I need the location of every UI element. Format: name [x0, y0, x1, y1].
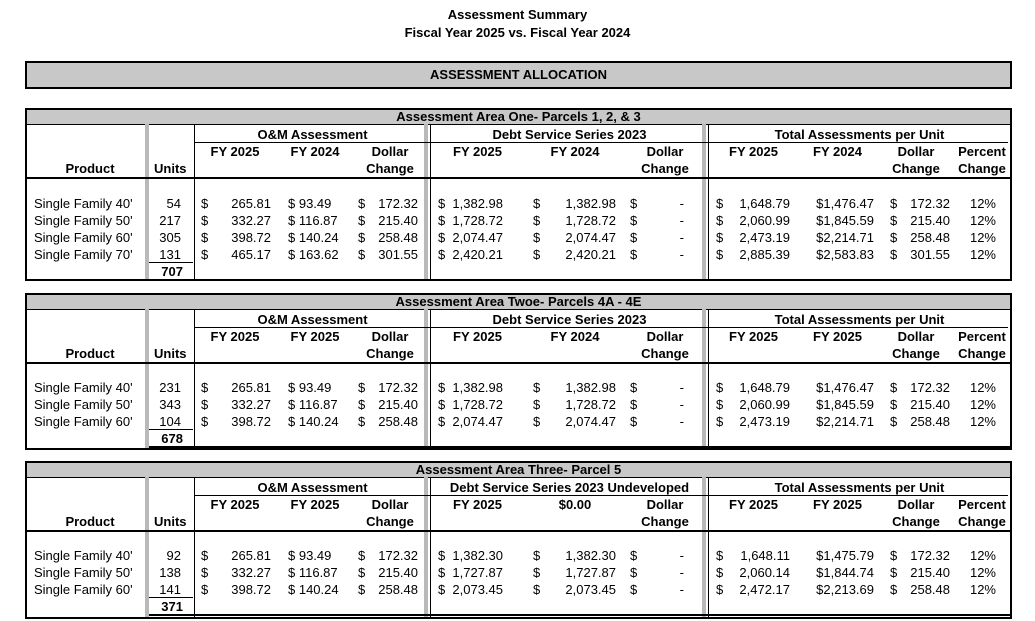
row-om-fy2024: $ 93.49: [288, 548, 332, 563]
header-tot-fy2: FY 2025: [813, 329, 862, 344]
row-total-change: 172.32: [910, 380, 950, 395]
dollar-sign: $: [890, 565, 898, 580]
header-om-change: Change: [366, 346, 414, 361]
row-ds-change: -: [679, 565, 684, 580]
header-percent: Percent: [958, 144, 1006, 159]
page-title: Assessment Summary: [447, 7, 588, 22]
header-rule: [27, 530, 1010, 532]
header-rule: [27, 362, 1010, 364]
row-percent-change: 12%: [969, 380, 996, 395]
row-total-fy2025: 2,060.99: [739, 213, 790, 228]
row-ds-fy2025: 1,382.30: [452, 548, 503, 563]
row-total-fy2024: $2,213.69: [816, 582, 874, 597]
row-total-fy2024: $2,214.71: [816, 230, 874, 245]
row-total-change: 258.48: [910, 582, 950, 597]
dollar-sign: $: [890, 213, 898, 228]
dollar-sign: $: [201, 247, 209, 262]
row-om-fy2025: 265.81: [231, 380, 271, 395]
row-percent-change: 12%: [969, 397, 996, 412]
header-tot-dollar: Dollar: [897, 144, 935, 159]
row-ds-change: -: [679, 247, 684, 262]
header-tot-fy2: FY 2025: [813, 497, 862, 512]
row-om-change: 172.32: [378, 548, 418, 563]
row-percent-change: 12%: [969, 247, 996, 262]
dollar-sign: $: [716, 582, 724, 597]
dollar-sign: $: [201, 380, 209, 395]
row-total-fy2025: 1,648.79: [739, 380, 790, 395]
units-total: 707: [161, 264, 183, 279]
dollar-sign: $: [201, 548, 209, 563]
row-ds-change: -: [679, 380, 684, 395]
dollar-sign: $: [533, 565, 541, 580]
row-ds-fy2025: 1,728.72: [452, 397, 503, 412]
dollar-sign: $: [890, 548, 898, 563]
dollar-sign: $: [438, 582, 446, 597]
header-om-fy1: FY 2025: [210, 144, 260, 159]
row-om-fy2024: $ 93.49: [288, 196, 332, 211]
row-om-fy2025: 465.17: [231, 247, 271, 262]
row-product: Single Family 40': [34, 548, 133, 563]
row-units: 138: [159, 565, 181, 580]
dollar-sign: $: [890, 196, 898, 211]
row-ds-fy2024: 1,382.98: [565, 380, 616, 395]
row-om-fy2025: 332.27: [231, 213, 271, 228]
row-total-fy2025: 1,648.79: [739, 196, 790, 211]
dollar-sign: $: [533, 397, 541, 412]
row-total-fy2025: 2,885.39: [739, 247, 790, 262]
row-total-fy2024: $1,844.74: [816, 565, 874, 580]
dollar-sign: $: [438, 213, 446, 228]
row-total-fy2024: $2,583.83: [816, 247, 874, 262]
dollar-sign: $: [358, 196, 366, 211]
group-underline: [195, 327, 1008, 328]
dollar-sign: $: [630, 548, 638, 563]
row-om-change: 301.55: [378, 247, 418, 262]
dollar-sign: $: [358, 213, 366, 228]
row-percent-change: 12%: [969, 230, 996, 245]
area-total-rule: [149, 614, 1010, 616]
row-om-change: 172.32: [378, 380, 418, 395]
units-total-rule: [149, 429, 193, 430]
dollar-sign: $: [716, 196, 724, 211]
header-ds-change: Change: [641, 346, 689, 361]
header-om-change: Change: [366, 161, 414, 176]
row-units: 54: [166, 196, 181, 211]
header-product: Product: [65, 161, 115, 176]
dollar-sign: $: [533, 548, 541, 563]
dollar-sign: $: [533, 196, 541, 211]
dollar-sign: $: [716, 380, 724, 395]
row-total-change: 258.48: [910, 230, 950, 245]
header-ds-fy1: FY 2025: [453, 497, 502, 512]
row-ds-fy2025: 1,382.98: [452, 196, 503, 211]
header-om-dollar: Dollar: [371, 144, 409, 159]
header-percent: Percent: [958, 329, 1006, 344]
area-title: Assessment Area One- Parcels 1, 2, & 3: [27, 110, 1010, 125]
row-product: Single Family 60': [34, 414, 133, 429]
debt-group-header: Debt Service Series 2023: [492, 312, 647, 327]
row-total-change: 301.55: [910, 247, 950, 262]
debt-group-header: Debt Service Series 2023: [492, 127, 647, 142]
header-ds-dollar: Dollar: [646, 144, 684, 159]
header-percent-change: Change: [958, 161, 1006, 176]
row-total-fy2025: 2,472.17: [739, 582, 790, 597]
dollar-sign: $: [438, 397, 446, 412]
dollar-sign: $: [630, 230, 638, 245]
row-om-fy2025: 398.72: [231, 582, 271, 597]
row-ds-fy2024: 1,728.72: [565, 213, 616, 228]
row-ds-fy2024: 2,074.47: [565, 414, 616, 429]
dollar-sign: $: [890, 582, 898, 597]
page-subtitle: Fiscal Year 2025 vs. Fiscal Year 2024: [404, 25, 631, 40]
row-om-fy2025: 332.27: [231, 397, 271, 412]
dollar-sign: $: [438, 548, 446, 563]
header-om-fy2: FY 2025: [290, 497, 340, 512]
area-title: Assessment Area Three- Parcel 5: [27, 463, 1010, 478]
row-om-change: 215.40: [378, 565, 418, 580]
row-total-fy2024: $1,475.79: [816, 548, 874, 563]
dollar-sign: $: [201, 230, 209, 245]
row-ds-fy2025: 1,728.72: [452, 213, 503, 228]
dollar-sign: $: [358, 548, 366, 563]
units-total-rule: [149, 262, 193, 263]
header-tot-fy1: FY 2025: [729, 497, 778, 512]
dollar-sign: $: [438, 565, 446, 580]
dollar-sign: $: [201, 414, 209, 429]
row-om-change: 258.48: [378, 414, 418, 429]
area-total-rule: [149, 446, 1010, 448]
header-units: Units: [154, 161, 187, 176]
row-total-fy2024: $1,476.47: [816, 196, 874, 211]
dollar-sign: $: [533, 213, 541, 228]
header-units: Units: [154, 514, 187, 529]
row-total-fy2024: $1,845.59: [816, 397, 874, 412]
header-percent-change: Change: [958, 514, 1006, 529]
row-product: Single Family 70': [34, 247, 133, 262]
header-om-fy1: FY 2025: [210, 329, 260, 344]
header-ds-change: Change: [641, 514, 689, 529]
header-tot-fy1: FY 2025: [729, 329, 778, 344]
dollar-sign: $: [201, 213, 209, 228]
row-total-fy2025: 2,473.19: [739, 230, 790, 245]
row-units: 231: [159, 380, 181, 395]
row-percent-change: 12%: [969, 196, 996, 211]
row-total-fy2024: $2,214.71: [816, 414, 874, 429]
header-om-dollar: Dollar: [371, 497, 409, 512]
row-ds-fy2024: 2,073.45: [565, 582, 616, 597]
row-ds-fy2024: 1,727.87: [565, 565, 616, 580]
row-percent-change: 12%: [969, 582, 996, 597]
header-tot-change: Change: [892, 514, 940, 529]
dollar-sign: $: [716, 230, 724, 245]
row-ds-fy2024: 1,382.30: [565, 548, 616, 563]
row-ds-fy2025: 2,074.47: [452, 414, 503, 429]
dollar-sign: $: [890, 247, 898, 262]
dollar-sign: $: [716, 565, 724, 580]
row-om-fy2024: $ 140.24: [288, 414, 339, 429]
row-product: Single Family 40': [34, 196, 133, 211]
dollar-sign: $: [630, 565, 638, 580]
row-ds-change: -: [679, 548, 684, 563]
dollar-sign: $: [201, 582, 209, 597]
dollar-sign: $: [716, 548, 724, 563]
dollar-sign: $: [630, 397, 638, 412]
units-total-rule: [149, 597, 193, 598]
row-total-change: 172.32: [910, 548, 950, 563]
row-om-change: 172.32: [378, 196, 418, 211]
dollar-sign: $: [716, 414, 724, 429]
row-om-fy2024: $ 116.87: [288, 397, 338, 412]
header-tot-dollar: Dollar: [897, 497, 935, 512]
dollar-sign: $: [201, 565, 209, 580]
dollar-sign: $: [358, 230, 366, 245]
header-rule: [27, 177, 1010, 179]
row-om-fy2024: $ 140.24: [288, 230, 339, 245]
dollar-sign: $: [438, 414, 446, 429]
row-om-fy2024: $ 93.49: [288, 380, 332, 395]
header-ds-change: Change: [641, 161, 689, 176]
dollar-sign: $: [533, 582, 541, 597]
row-product: Single Family 60': [34, 582, 133, 597]
header-om-dollar: Dollar: [371, 329, 409, 344]
row-units: 141: [159, 582, 181, 597]
dollar-sign: $: [358, 414, 366, 429]
allocation-banner: ASSESSMENT ALLOCATION: [25, 61, 1012, 89]
row-total-change: 258.48: [910, 414, 950, 429]
row-ds-change: -: [679, 582, 684, 597]
row-total-change: 215.40: [910, 213, 950, 228]
dollar-sign: $: [358, 565, 366, 580]
row-total-fy2025: 2,473.19: [739, 414, 790, 429]
dollar-sign: $: [358, 397, 366, 412]
header-ds-fy1: FY 2025: [453, 144, 502, 159]
total-group-header: Total Assessments per Unit: [774, 312, 945, 327]
row-om-fy2024: $ 116.87: [288, 213, 338, 228]
row-ds-fy2025: 2,074.47: [452, 230, 503, 245]
row-product: Single Family 60': [34, 230, 133, 245]
om-group-header: O&M Assessment: [257, 312, 368, 327]
header-ds-fy1: FY 2025: [453, 329, 502, 344]
row-product: Single Family 50': [34, 213, 133, 228]
row-total-change: 172.32: [910, 196, 950, 211]
row-percent-change: 12%: [969, 414, 996, 429]
header-percent-change: Change: [958, 346, 1006, 361]
dollar-sign: $: [201, 397, 209, 412]
row-ds-fy2024: 1,382.98: [565, 196, 616, 211]
header-ds-dollar: Dollar: [646, 497, 684, 512]
row-product: Single Family 40': [34, 380, 133, 395]
row-om-fy2024: $ 140.24: [288, 582, 339, 597]
row-total-change: 215.40: [910, 565, 950, 580]
row-om-fy2024: $ 116.87: [288, 565, 338, 580]
row-units: 92: [166, 548, 181, 563]
dollar-sign: $: [630, 213, 638, 228]
om-group-header: O&M Assessment: [257, 480, 368, 495]
row-ds-fy2024: 2,420.21: [565, 247, 616, 262]
header-product: Product: [65, 346, 115, 361]
row-percent-change: 12%: [969, 548, 996, 563]
dollar-sign: $: [438, 380, 446, 395]
row-units: 104: [159, 414, 181, 429]
header-tot-change: Change: [892, 346, 940, 361]
row-om-fy2025: 398.72: [231, 230, 271, 245]
row-ds-change: -: [679, 196, 684, 211]
row-ds-fy2025: 2,420.21: [452, 247, 503, 262]
dollar-sign: $: [533, 230, 541, 245]
group-underline: [195, 142, 1008, 143]
row-ds-change: -: [679, 230, 684, 245]
dollar-sign: $: [358, 582, 366, 597]
dollar-sign: $: [630, 380, 638, 395]
units-total: 371: [161, 599, 183, 614]
row-om-change: 258.48: [378, 582, 418, 597]
total-group-header: Total Assessments per Unit: [774, 480, 945, 495]
row-ds-fy2025: 1,727.87: [452, 565, 503, 580]
total-group-header: Total Assessments per Unit: [774, 127, 945, 142]
row-total-fy2025: 2,060.14: [739, 565, 790, 580]
dollar-sign: $: [630, 414, 638, 429]
row-om-fy2025: 332.27: [231, 565, 271, 580]
header-om-fy2: FY 2024: [290, 144, 340, 159]
dollar-sign: $: [358, 247, 366, 262]
row-percent-change: 12%: [969, 213, 996, 228]
units-total: 678: [161, 431, 183, 446]
dollar-sign: $: [890, 380, 898, 395]
row-om-fy2025: 265.81: [231, 548, 271, 563]
row-total-fy2024: $1,845.59: [816, 213, 874, 228]
debt-group-header: Debt Service Series 2023 Undeveloped: [449, 480, 690, 495]
header-units: Units: [154, 346, 187, 361]
dollar-sign: $: [630, 247, 638, 262]
row-units: 131: [159, 247, 181, 262]
row-om-change: 215.40: [378, 213, 418, 228]
row-units: 217: [159, 213, 181, 228]
row-om-fy2025: 265.81: [231, 196, 271, 211]
header-om-fy1: FY 2025: [210, 497, 260, 512]
header-tot-change: Change: [892, 161, 940, 176]
row-ds-change: -: [679, 213, 684, 228]
row-om-change: 215.40: [378, 397, 418, 412]
header-tot-fy1: FY 2025: [729, 144, 778, 159]
header-om-change: Change: [366, 514, 414, 529]
area-title: Assessment Area Twoe- Parcels 4A - 4E: [27, 295, 1010, 310]
dollar-sign: $: [533, 380, 541, 395]
dollar-sign: $: [716, 247, 724, 262]
dollar-sign: $: [716, 213, 724, 228]
dollar-sign: $: [890, 414, 898, 429]
area-total-rule: [149, 279, 1010, 281]
row-ds-change: -: [679, 397, 684, 412]
om-group-header: O&M Assessment: [257, 127, 368, 142]
header-ds-fy2: $0.00: [558, 497, 592, 512]
row-total-fy2025: 1,648.11: [740, 548, 790, 563]
header-ds-fy2: FY 2024: [550, 329, 600, 344]
dollar-sign: $: [201, 196, 209, 211]
dollar-sign: $: [533, 414, 541, 429]
row-ds-fy2024: 2,074.47: [565, 230, 616, 245]
dollar-sign: $: [358, 380, 366, 395]
row-product: Single Family 50': [34, 397, 133, 412]
dollar-sign: $: [890, 230, 898, 245]
row-om-fy2024: $ 163.62: [288, 247, 339, 262]
dollar-sign: $: [438, 196, 446, 211]
dollar-sign: $: [438, 247, 446, 262]
row-units: 343: [159, 397, 181, 412]
dollar-sign: $: [716, 397, 724, 412]
row-percent-change: 12%: [969, 565, 996, 580]
row-ds-fy2025: 1,382.98: [452, 380, 503, 395]
row-ds-fy2025: 2,073.45: [452, 582, 503, 597]
row-units: 305: [159, 230, 181, 245]
header-tot-fy2: FY 2024: [813, 144, 862, 159]
group-underline: [195, 495, 1008, 496]
dollar-sign: $: [533, 247, 541, 262]
row-product: Single Family 50': [34, 565, 133, 580]
header-om-fy2: FY 2025: [290, 329, 340, 344]
header-tot-dollar: Dollar: [897, 329, 935, 344]
dollar-sign: $: [630, 196, 638, 211]
header-percent: Percent: [958, 497, 1006, 512]
row-om-change: 258.48: [378, 230, 418, 245]
header-ds-fy2: FY 2024: [550, 144, 600, 159]
row-ds-fy2024: 1,728.72: [565, 397, 616, 412]
dollar-sign: $: [630, 582, 638, 597]
header-ds-dollar: Dollar: [646, 329, 684, 344]
row-total-fy2025: 2,060.99: [739, 397, 790, 412]
dollar-sign: $: [890, 397, 898, 412]
row-total-change: 215.40: [910, 397, 950, 412]
header-product: Product: [65, 514, 115, 529]
dollar-sign: $: [438, 230, 446, 245]
row-total-fy2024: $1,476.47: [816, 380, 874, 395]
row-ds-change: -: [679, 414, 684, 429]
row-om-fy2025: 398.72: [231, 414, 271, 429]
